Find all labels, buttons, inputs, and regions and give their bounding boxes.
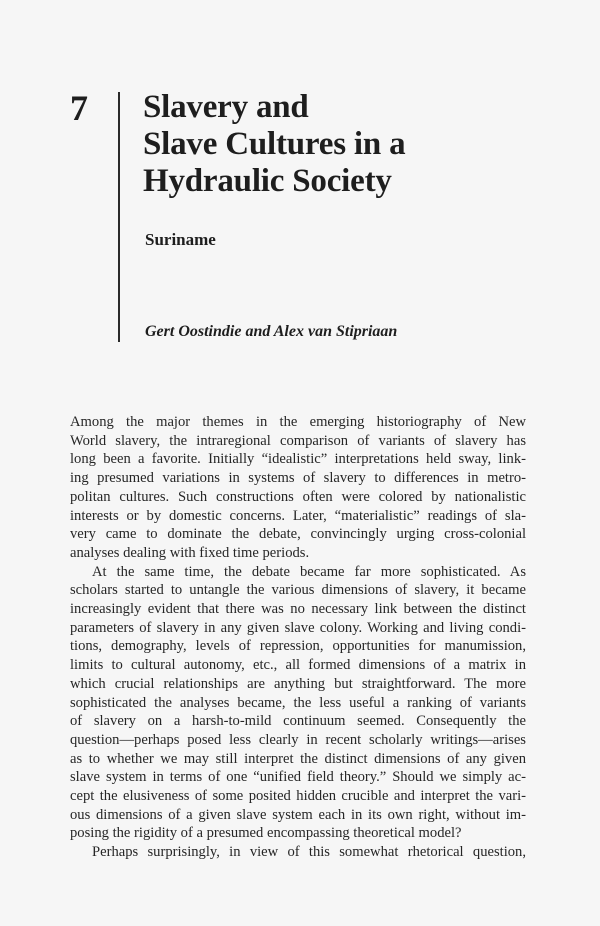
text-line: politan cultures. Such constructions often were colored by nationalistic xyxy=(70,488,526,505)
text-line: scholars started to untangle the various dimensions of slavery, it became xyxy=(70,582,526,599)
text-line: tions, demography, levels of repression, opportunities for manumission, xyxy=(70,638,526,655)
text-line: question—perhaps posed less clearly in recent scholarly writings—arises xyxy=(70,731,526,748)
text-line: ous dimensions of a given slave system each in its own right, without im- xyxy=(70,806,526,823)
text-line: very came to dominate the debate, convincingly urging cross-colonial xyxy=(70,526,526,543)
body-text xyxy=(70,413,526,862)
text-line: which crucial relationships are anything but straightforward. The more xyxy=(70,675,526,692)
text-line: posing the rigidity of a presumed encompassing theoretical model? xyxy=(70,825,462,842)
text-line: analyses dealing with fixed time periods. xyxy=(70,544,310,561)
text-line: slave system in terms of one “unified field theory.” Should we simply ac- xyxy=(70,769,526,786)
text-line: Perhaps surprisingly, in view of this somewhat rhetorical question, xyxy=(92,844,526,861)
chapter-number: 7 xyxy=(70,88,88,128)
text-line: of slavery on a harsh-to-mild continuum seemed. Consequently the xyxy=(70,713,526,730)
title-line: Slave Cultures in a xyxy=(143,126,406,162)
text-line: At the same time, the debate became far more sophisticated. As xyxy=(92,563,526,580)
text-line: ing presumed variations in systems of slavery to differences in metro- xyxy=(70,470,526,487)
paragraph xyxy=(70,413,526,563)
text-line: limits to cultural autonomy, etc., all formed dimensions of a matrix in xyxy=(70,657,526,674)
chapter-subtitle: Suriname xyxy=(145,230,216,249)
title-line: Slavery and xyxy=(143,89,309,125)
paragraph xyxy=(70,563,526,844)
title-line: Hydraulic Society xyxy=(143,163,392,199)
text-line: sophisticated the analyses became, the less useful a ranking of variants xyxy=(70,694,526,711)
text-line: parameters of slavery in any given slave colony. Working and living condi- xyxy=(70,619,526,636)
text-line: long been a favorite. Initially “idealistic” interpretations held sway, link- xyxy=(70,451,526,468)
vertical-rule xyxy=(118,92,120,342)
text-line: as to whether we may still interpret the distinct dimensions of any given xyxy=(70,750,526,767)
paragraph xyxy=(70,843,526,862)
text-line: World slavery, the intraregional comparison of variants of slavery has xyxy=(70,432,526,449)
chapter-title xyxy=(143,89,405,200)
text-line: interests or by domestic concerns. Later, “materialistic” readings of sla- xyxy=(70,507,526,524)
text-line: increasingly evident that there was no necessary link between the distinct xyxy=(70,601,526,618)
text-line: Among the major themes in the emerging historiography of New xyxy=(70,414,526,430)
text-line: cept the elusiveness of some posited hidden crucible and interpret the vari- xyxy=(70,788,526,805)
chapter-authors: Gert Oostindie and Alex van Stipriaan xyxy=(145,323,398,340)
